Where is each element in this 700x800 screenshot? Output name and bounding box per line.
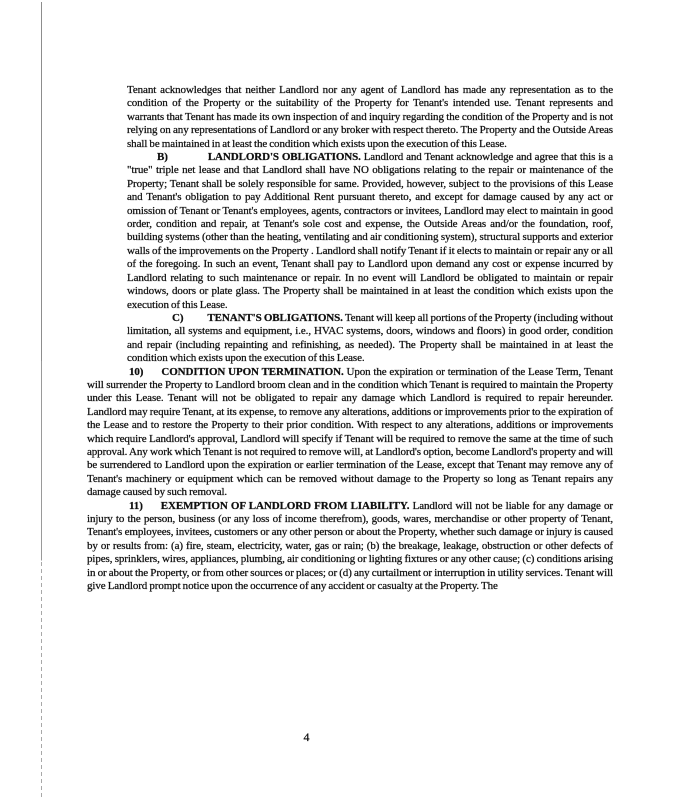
scan-edge-line xyxy=(41,2,42,800)
intro-continuation-paragraph xyxy=(127,84,613,151)
section-11-paragraph xyxy=(87,500,613,594)
section-label: C) xyxy=(172,311,184,324)
section-heading: CONDITION UPON TERMINATION. xyxy=(161,365,344,378)
section-heading: EXEMPTION OF LANDLORD FROM LIABILITY. xyxy=(160,499,410,512)
first-line-indent xyxy=(127,320,172,321)
tab-gap xyxy=(183,320,207,321)
first-line-indent xyxy=(87,374,129,375)
first-line-indent xyxy=(87,508,129,509)
tab-gap xyxy=(143,374,161,375)
paragraph-text: Landlord will not be liable for any damage or injury to the person, business (or any loss of income therefrom), goods, wares, merchandise or other property of Tenant, Tenant's employees, invitees, customers or any other person or about the Property, whether such damage or injury is caused by or results from: (a) fire, steam, electricity, water, gas or rain; (b) the breakage, leakage, obstruction or other defects of pipes, sprinklers, wires, appliances, plumbing, air conditioning or lighting fixtures or any other cause; (c) conditions arising in or about the Property, or from other sources or places; or (d) any curtailment or interruption in utility services. Tenant will give Landlord prompt notice upon the occurrence of any accident or casualty at the Property. The xyxy=(87,499,613,593)
first-line-indent xyxy=(127,159,157,160)
section-label: B) xyxy=(157,151,168,164)
section-label: 10) xyxy=(129,365,144,378)
section-label: 11) xyxy=(129,499,143,512)
page-number: 4 xyxy=(303,730,310,744)
page-body xyxy=(87,84,613,593)
paragraph-text: Upon the expiration or termination of the Lease Term, Tenant will surrender the Property to Landlord broom clean and in the condition which Tenant is required to maintain the Property under this Lease. Tenant will not be obligated to repair any damage which Landlord is required to repair hereunder. Landlord may require Tenant, at its expense, to remove any alterations, additions or improvements prior to the expiration of the Lease and to restore the Property to their prior condition. With respect to any alterations, additions or improvements which require Landlord's approval, Landlord will specify if Tenant will be required to remove the same at the time of such approval. Any work which Tenant is not required to remove will, at Landlord's option, become Landlord's property and will be surrendered to Landlord upon the expiration or earlier termination of the Lease, except that Tenant may remove any of Tenant's machinery or equipment which can be removed without damage to the Property so long as Tenant repairs any damage caused by such removal. xyxy=(87,365,613,499)
paragraph-text: Tenant will keep all portions of the Property (including without limitation, all systems and equipment, i.e., HVAC systems, doors, windows and floors) in good order, condition and repair (including repainting and refinishing, as needed). The Property shall be maintained in at least the condition which exists upon the execution of this Lease. xyxy=(127,311,613,365)
section-heading: TENANT'S OBLIGATIONS. xyxy=(207,311,343,324)
section-10-paragraph xyxy=(87,366,613,500)
paragraph-text: Tenant acknowledges that neither Landlord nor any agent of Landlord has made any representation as to the condition of the Property or the suitability of the Property for Tenant's intended use. Tenant represents and warrants that Tenant has made its own inspection of and inquiry regarding the condition of the Property and is not relying on any representations of Landlord or any broker with respect thereto. The Property and the Outside Areas shall be maintained in at least the condition which exists upon the execution of this Lease. xyxy=(127,84,613,150)
paragraph-text: Landlord and Tenant acknowledge and agree that this is a "true" triple net lease and that Landlord shall have NO obligations relating to the repair or maintenance of the Property; Tenant shall be solely responsible for same. Provided, however, subject to the provisions of this Lease and Tenant's obligation to pay Additional Rent pursuant thereto, and except for damage caused by any act or omission of Tenant or Tenant's employees, agents, contractors or invitees, Landlord may elect to maintain in good order, condition and repair, at Tenant's sole cost and expense, the Outside Areas and/or the foundation, roof, building systems (other than the heating, ventilating and air conditioning system), structural supports and exterior walls of the improvements on the Property . Landlord shall notify Tenant if it elects to maintain or repair any or all of the foregoing. In such an event, Tenant shall pay to Landlord upon demand any cost or expense incurred by Landlord relating to such maintenance or repair. In no event will Landlord be obligated to maintain or repair windows, doors or plate glass. The Property shall be maintained in at least the condition which exists upon the execution of this Lease. xyxy=(127,151,613,311)
tab-gap xyxy=(168,159,208,160)
section-c-paragraph xyxy=(127,312,613,366)
section-b-paragraph xyxy=(127,151,613,312)
tab-gap xyxy=(143,508,161,509)
section-heading: LANDLORD'S OBLIGATIONS. xyxy=(207,151,361,164)
